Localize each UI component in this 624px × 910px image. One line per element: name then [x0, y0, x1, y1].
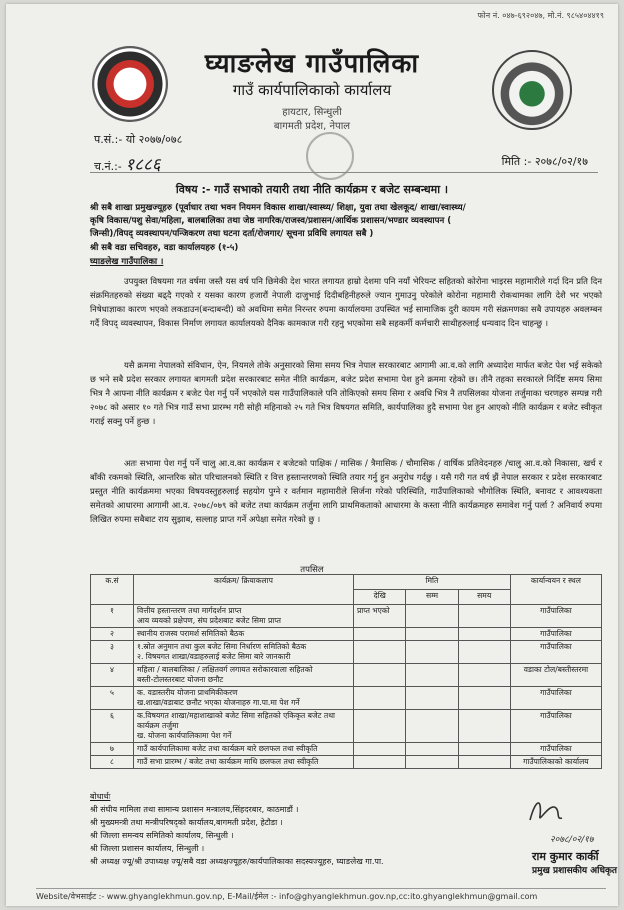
signature-mark [526, 794, 566, 832]
chalani-label: च.नं.:- [94, 160, 122, 173]
signature-scribble-icon [526, 794, 566, 828]
letter-subject: विषय :- गाउँ सभाको तयारी तथा नीति कार्यक्रम र बजेट सम्बन्धमा । [175, 183, 449, 196]
table-row [91, 743, 602, 756]
body-paragraph-1: उपयुक्त विषयमा गत वर्षमा जस्तै यस वर्ष पनि छिमेकी देश भारत लगायत हाम्रो देशमा पनि नयाँ भेरियन्ट सहितको कोरोना भाइरस महामारीले गर्दा दिन प्रति दिन संक्रमितहरुको संख्या बढ्दै गएको र यसका कारण हजारौं नेपाली दाजुभाई दिदीबहिनीहरुले ज्यान गुमाउनु परेकोले कोरोना महामारी रोकथामका लागि देशै भर भएको निषेधाज्ञाका कारण भएको लकडाउन(बन्दाबन्दी) को अवधिमा समेत निरन्तर रुपमा कार्यालयमा उपस्थित भई सामाजिक दुरी कायम गरी संक्रमणका सबै उपायहरु अवलम्बन गर्दै विपद् व्यवस्थापन, विकास निर्माण लगायत कार्यालयको दैनिक कामकाज गरी रहनु भएकोमा सबै सहकर्मी कर्मचारी साथीहरुलाई धन्यवाद दिन चाहन्छु । [90, 276, 602, 328]
cell-activity [134, 743, 354, 756]
cell-from [353, 756, 406, 769]
cell-time [458, 710, 510, 743]
cell-activity [134, 687, 354, 710]
activity-line: क. वडास्तरीय योजना प्राथमिकीकरण [137, 688, 238, 697]
letter-footer: Website/वेभसाईट :- www.ghyanglekhmun.gov.np, E-Mail/ईमेल :- info@ghyanglekhmun.gov.np,cc:ito.ghyanglekhmun@gmail.com [36, 888, 606, 902]
bodhartha-section [90, 790, 384, 868]
cell-sn: ८ [91, 756, 134, 769]
cell-activity [134, 605, 354, 628]
cell-responsible: वडाका टोल/बस्तीस्तरमा [510, 664, 601, 687]
cell-time [458, 664, 510, 687]
cell-responsible: गाउँपालिका [510, 710, 601, 743]
cell-activity [134, 628, 354, 641]
bodhartha-title: बोधार्थः [90, 792, 111, 801]
activity-line: गाउँ सभा प्रारम्भ / बजेट तथा कार्यक्रम माथि छलफल तथा स्वीकृति [137, 757, 319, 766]
cell-sn: ४ [91, 664, 134, 687]
cell-to [406, 605, 458, 628]
cell-from [353, 664, 406, 687]
recipient-line-5: घ्याङलेख गाउँपालिका । [90, 257, 164, 267]
cell-responsible: गाउँपालिका [510, 605, 601, 628]
signatory-block [532, 850, 617, 878]
cell-responsible: गाउँपालिकाको कार्यालय [510, 756, 601, 769]
activity-line: १.स्रोत अनुमान तथा कुल बजेट सिमा निर्धारण समितिको बैठक [137, 642, 307, 651]
cell-time [458, 641, 510, 664]
cell-sn: १ [91, 605, 134, 628]
cell-to [406, 756, 458, 769]
table-row [91, 628, 602, 641]
cell-from [353, 628, 406, 641]
cell-responsible: गाउँपालिका [510, 641, 601, 664]
activity-line: महिला / बालबालिका / लक्षितवर्ग लगायत सरोकारवाला सहितको [137, 665, 313, 674]
cell-to [406, 743, 458, 756]
address-line-1: हायटार, सिन्धुली [282, 107, 342, 118]
table-row [91, 605, 602, 628]
header-time: समय [458, 590, 510, 605]
activity-line: २. विषयगत शाखा/वडाहरुलाई बजेट सिमा बारे जानकारी [137, 652, 291, 661]
cell-responsible: गाउँपालिका [510, 743, 601, 756]
table-header-row [91, 575, 602, 590]
letter-date: मिति :- २०७८/०२/१७ [501, 155, 588, 168]
recipient-line-1: श्री सबै शाखा प्रमुखज्यूहरु (पूर्वाधार तथा भवन नियमन विकास शाखा/स्वास्थ्य/ शिक्षा, युवा तथा खेलकूद/ शाखा/स्वास्थ्य/ [90, 203, 466, 213]
header-responsible: कार्यान्वयन र स्थल [510, 575, 601, 605]
schedule-table [90, 574, 602, 769]
cell-time [458, 743, 510, 756]
chalani-value: १८८६ [125, 155, 161, 175]
activity-line: गाउँ कार्यपालिकामा बजेट तथा कार्यक्रम बारे छलफल तथा स्वीकृति [137, 744, 318, 753]
activity-line: क.विषयगत शाखा/महाशाखाको बजेट सिमा सहितको एकिकृत बजेट तथा कार्यक्रम तर्जुमा [137, 711, 336, 730]
bodhartha-line: श्री जिल्ला समन्वय समितिको कार्यालय, सिन्धुली । [90, 831, 234, 840]
cell-time [458, 605, 510, 628]
cell-sn: ३ [91, 641, 134, 664]
header-to: सम्म [406, 590, 458, 605]
cell-sn: ५ [91, 687, 134, 710]
bodhartha-line: श्री जिल्ला प्रशासन कार्यालय, सिन्धुली । [90, 844, 205, 853]
table-row [91, 710, 602, 743]
bodhartha-line: श्री संघीय मामिला तथा सामान्य प्रशासन मन्त्रालय,सिंहदरबार, काठमाडौं । [90, 805, 299, 814]
table-row [91, 641, 602, 664]
activity-line: आय व्ययको प्रक्षेपण, संघ प्रदेशबाट बजेट सिमा प्राप्त [137, 616, 281, 625]
patra-sankhya: प.सं.:- यो २०७७/०७८ [94, 133, 183, 146]
bodhartha-line: श्री अध्यक्ष ज्यू/श्री उपाध्यक्ष ज्यू/सबै वडा अध्यक्षज्यूहरु/कार्यपालिकाका सदस्यज्यूहरु, घ्याङलेख गा.पा. [90, 857, 384, 866]
officer-title: प्रमुख प्रशासकीय अधिकृत [532, 866, 618, 876]
cell-responsible: गाउँपालिका [510, 628, 601, 641]
activity-line: वित्तीय हस्तान्तरण तथा मार्गदर्शन प्राप्त [137, 606, 242, 615]
cell-time [458, 756, 510, 769]
header-from: देखि [353, 590, 406, 605]
cell-from: प्राप्त भएको [353, 605, 406, 628]
recipient-line-3: जिन्सी)/विपद् व्यवस्थापन/पन्जिकरण तथा घटना दर्ता/रोजगार/ सूचना प्रविधि लगायत सबै ) [90, 229, 374, 239]
table-row [91, 664, 602, 687]
table-row [91, 687, 602, 710]
cell-activity [134, 756, 354, 769]
address-line-2: बागमती प्रदेश, नेपाल [273, 121, 351, 132]
cell-activity [134, 710, 354, 743]
cell-responsible: गाउँपालिका [510, 687, 601, 710]
cell-to [406, 628, 458, 641]
letter-sheet [6, 4, 618, 906]
header-date: मिति [353, 575, 510, 590]
activity-line: बस्ती-टोलस्तरबाट योजना छनौट [137, 675, 224, 684]
cell-time [458, 628, 510, 641]
recipient-line-2: कृषि विकास/पशु सेवा/महिला, बालबालिका तथा जेष्ठ नागरिक/राजस्व/प्रशासन/आर्थिक प्रशासन/भण्डार व्यवस्थापन ( [90, 216, 452, 226]
cell-sn: ६ [91, 710, 134, 743]
header-divider [90, 172, 598, 173]
office-name: गाउँ कार्यपालिकाको कार्यालय [232, 81, 392, 99]
cell-to [406, 641, 458, 664]
cell-to [406, 664, 458, 687]
cell-sn: २ [91, 628, 134, 641]
cell-sn: ७ [91, 743, 134, 756]
header-activity: कार्यक्रम/ क्रियाकलाप [134, 575, 354, 605]
cell-from [353, 687, 406, 710]
activity-line: ख.शाखा/वडाबाट छनौट भएका योजनाहरु गा.पा.मा पेश गर्ने [137, 698, 300, 707]
bodhartha-line: श्री मुख्यमन्त्री तथा मन्त्रीपरिषद्को कार्यालय,बागमती प्रदेश, हेटौडा । [90, 818, 283, 827]
body-paragraph-2: यसै क्रममा नेपालको संविधान, ऐन, नियमले तोके अनुसारको सिमा समय भित्र नेपाल सरकारबाट आगामी आ.व.को लागि अध्यादेश मार्फत बजेट पेश भई सकेको छ भने सबै प्रदेश सरकार लगायत बागमती प्रदेश सरकारबाट समेत नीति कार्यक्रम, बजेट प्रदेश सभामा पेश हुने क्रममा रहेको छ। तीनै तहका सरकारले निर्दिष्ट समय सिमा भित्र नै आफ्ना नीति कार्यक्रम र बजेट पेश गर्नु पर्ने भएकोले यस गाउँपालिकाले पनि तोकिएको समय सिमा र अवधि भित्र नै तपसिलका योजना तर्जुमाका चरणहरु सम्पन्न गरी २०७८ को असार १० गते भित्र गाउँ सभा प्रारम्भ गरी सोही महिनाको २५ गते भित्र विषयगत समिति, कार्यपालिका हुदै सभामा पेश हुन आएको नीति कार्यक्रम र बजेट स्वीकृत गराई सक्नु पर्ने हुन्छ । [90, 360, 602, 426]
officer-name: राम कुमार कार्की [532, 850, 599, 863]
cell-from [353, 743, 406, 756]
table-row [91, 756, 602, 769]
cell-to [406, 687, 458, 710]
activity-line: स्थानीय राजस्व परामर्श समितिको बैठक [137, 629, 245, 638]
cell-to [406, 710, 458, 743]
activity-line: ख. योजना कार्यपालिकामा पेश गर्ने [137, 731, 232, 740]
recipient-line-4: श्री सबै वडा सचिवहरु, वडा कार्यालयहरु (१-५) [90, 243, 239, 253]
annex-title: तपसिल [300, 565, 324, 575]
cell-time [458, 687, 510, 710]
header-sn: क.सं [91, 575, 134, 605]
cell-activity [134, 641, 354, 664]
cell-activity [134, 664, 354, 687]
cell-from [353, 641, 406, 664]
contact-numbers: फोन नं. ०४७-६९२०४७, मो.नं. ९८५४०४४१९ [477, 11, 604, 20]
municipality-name: घ्याङलेख गाउँपालिका [204, 49, 420, 79]
cell-from [353, 710, 406, 743]
signature-date: २०७८/०२/१७ [550, 835, 594, 845]
body-paragraph-3: अतः सभामा पेश गर्नु पर्ने चालु आ.व.का कार्यक्रम र बजेटको पाक्षिक / मासिक / त्रैमासिक / चौमासिक / वार्षिक प्रतिवेदनहरु /चालु आ.व.को निकासा, खर्च र बाँकी रकमको स्थिति, आन्तरिक स्रोत परिचालनको स्थिति र वित्त हस्तान्तरणको स्थिति तयार गर्नु हुन अनुरोध गर्दछु । यसै गरी गत वर्ष झैं नेपाल सरकार र प्रदेश सरकारबाट प्रस्तुत नीति कार्यक्रममा भएका विषयवस्तुहरुलाई सहयोग पुग्ने र वर्तमान महामारीले सिर्जना गरेको परिस्थिति, गाउँपालिकाको भौगोलिक स्थिति, बनावट र आवश्यकता समेतको आधारमा आगामी आ.व. २०७८/०७९ को बजेट तथा कार्यक्रम तर्जुमा लागि प्राथमिकताको आधारमा के कस्ता नीति कार्यक्रमहरु समावेश गर्नु पर्ला ? अनिवार्य रुपमा लिखित रुपमा सबैबाट राय सुझाब, सल्लाह प्राप्त गर्ने अपेक्षा समेत गरेको छु । [90, 458, 602, 524]
